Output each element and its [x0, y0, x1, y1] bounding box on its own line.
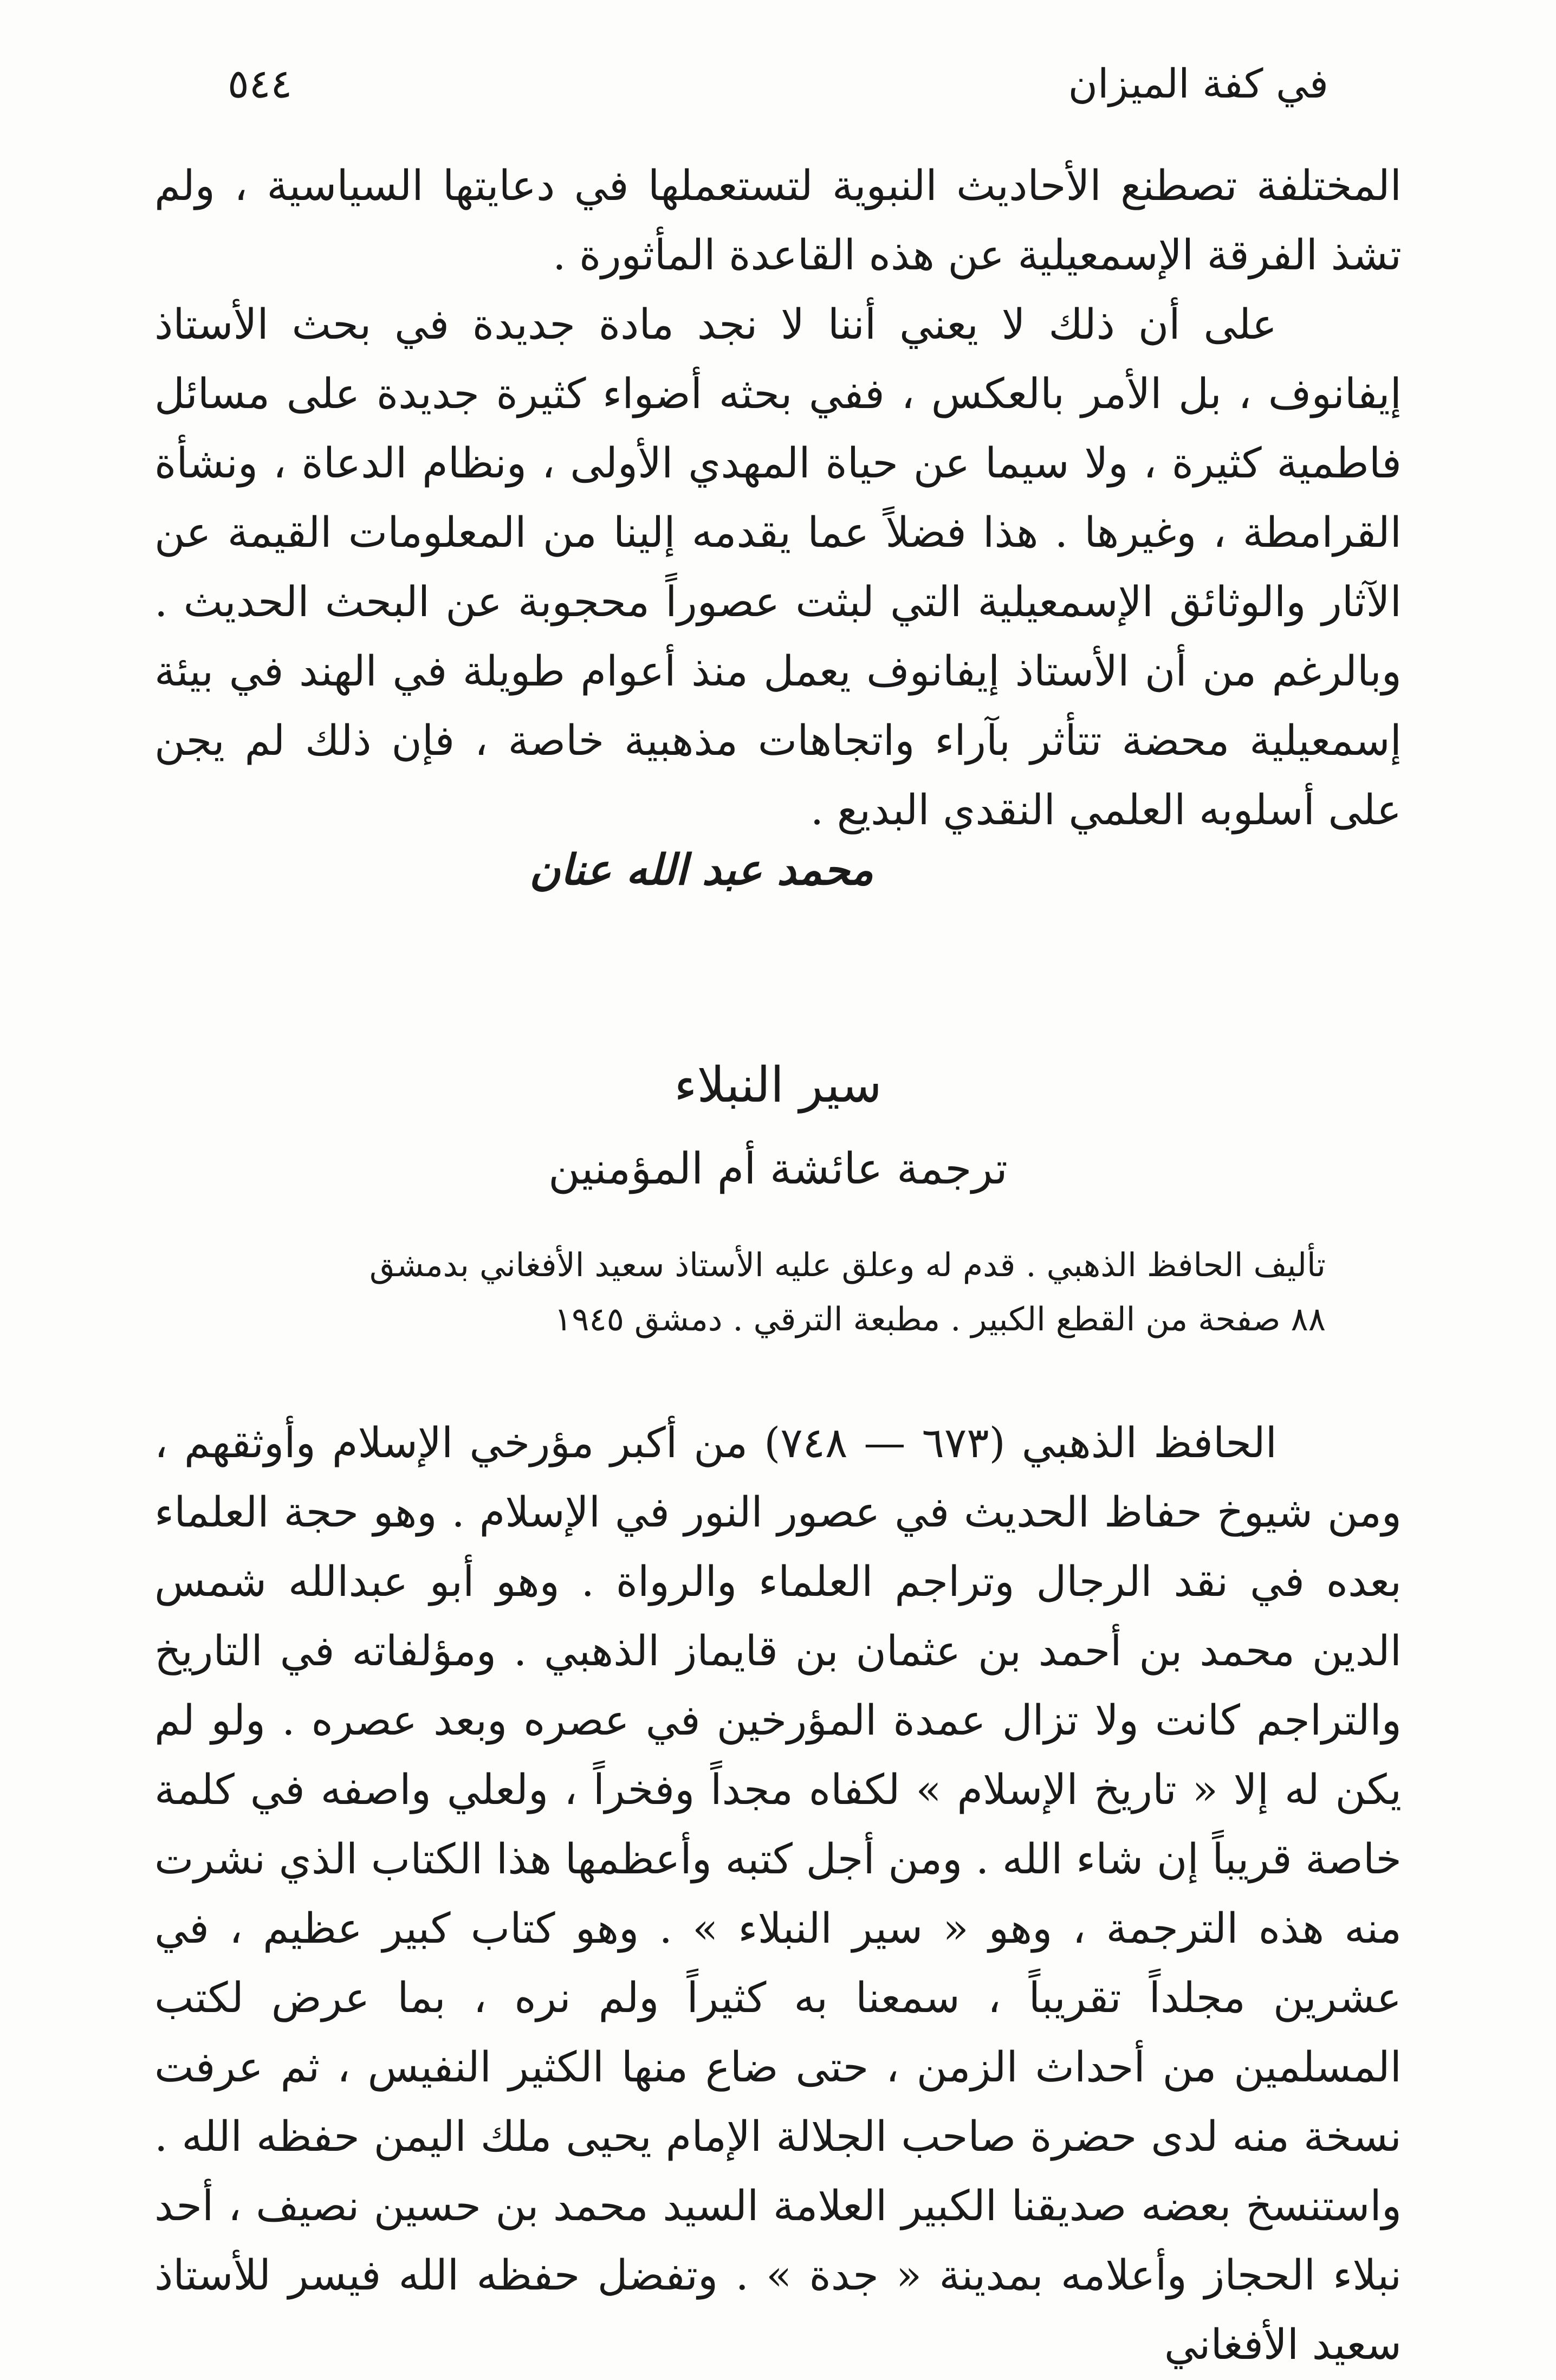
- paragraph: على أن ذلك لا يعني أننا لا نجد مادة جديدة في بحث الأستاذ إيفانوف ، بل الأمر بالعكس ، ففي بحثه أضواء كثيرة جديدة على مسائل فاطمية كثيرة ، ولا سيما عن حياة المهدي الأولى ، ونظام الدعاة ، ونشأة القرامطة ، وغيرها . هذا فضلاً عما يقدمه إلينا من المعلومات القيمة عن الآثار والوثائق الإسمعيلية التي لبثت عصوراً محجوبة عن البحث الحديث . وبالرغم من أن الأستاذ إيفانوف يعمل منذ أعوام طويلة في الهند في بيئة إسمعيلية محضة تتأثر بآراء واتجاهات مذهبية خاصة ، فإن ذلك لم يجن على أسلوبه العلمي النقدي البديع .: [154, 301, 1402, 835]
- section-title: سير النبلاء: [674, 1057, 882, 1114]
- author-signature: محمد عبد الله عنان: [529, 845, 873, 895]
- publication-info-line: تأليف الحافظ الذهبي . قدم له وعلق عليه الأستاذ سعيد الأفغاني بدمشق: [369, 1246, 1326, 1284]
- paragraph: المختلفة تصطنع الأحاديث النبوية لتستعملها في دعايتها السياسية ، ولم تشذ الفرقة الإسمعيلية عن هذه القاعدة المأثورة .: [154, 162, 1402, 280]
- publication-info-line: ٨٨ صفحة من القطع الكبير . مطبعة الترقي . دمشق ١٩٤٥: [554, 1301, 1326, 1338]
- page-header: [228, 51, 1328, 117]
- paragraph: الحافظ الذهبي (٦٧٣ — ٧٤٨) من أكبر مؤرخي الإسلام وأوثقهم ، ومن شيوخ حفاظ الحديث في عصور النور في الإسلام . وهو حجة العلماء بعده في نقد الرجال وتراجم العلماء والرواة . وهو أبو عبدالله شمس الدين محمد بن أحمد بن عثمان بن قايماز الذهبي . ومؤلفاته في التاريخ والتراجم كانت ولا تزال عمدة المؤرخين في عصره وبعد عصره . ولو لم يكن له إلا « تاريخ الإسلام » لكفاه مجداً وفخراً ، ولعلي واصفه في كلمة خاصة قريباً إن شاء الله . ومن أجل كتبه وأعظمها هذا الكتاب الذي نشرت منه هذه الترجمة ، وهو « سير النبلاء » . وهو كتاب كبير عظيم ، في عشرين مجلداً تقريباً ، سمعنا به كثيراً ولم نره ، بما عرض لكتب المسلمين من أحداث الزمن ، حتى ضاع منها الكثير النفيس ، ثم عرفت نسخة منه لدى حضرة صاحب الجلالة الإمام يحيى ملك اليمن حفظه الله . واستنسخ بعضه صديقنا الكبير العلامة السيد محمد بن حسين نصيف ، أحد نبلاء الحجاز وأعلامه بمدينة « جدة » . وتفضل حفظه الله فيسر للأستاذ سعيد الأفغاني: [154, 1419, 1402, 2369]
- section-subtitle: ترجمة عائشة أم المؤمنين: [548, 1143, 1008, 1194]
- running-title: في كفة الميزان: [1068, 61, 1328, 107]
- review-1-body: [154, 152, 1402, 845]
- page-number: ٥٤٤: [228, 61, 293, 107]
- review-2-body: [154, 1409, 1402, 2380]
